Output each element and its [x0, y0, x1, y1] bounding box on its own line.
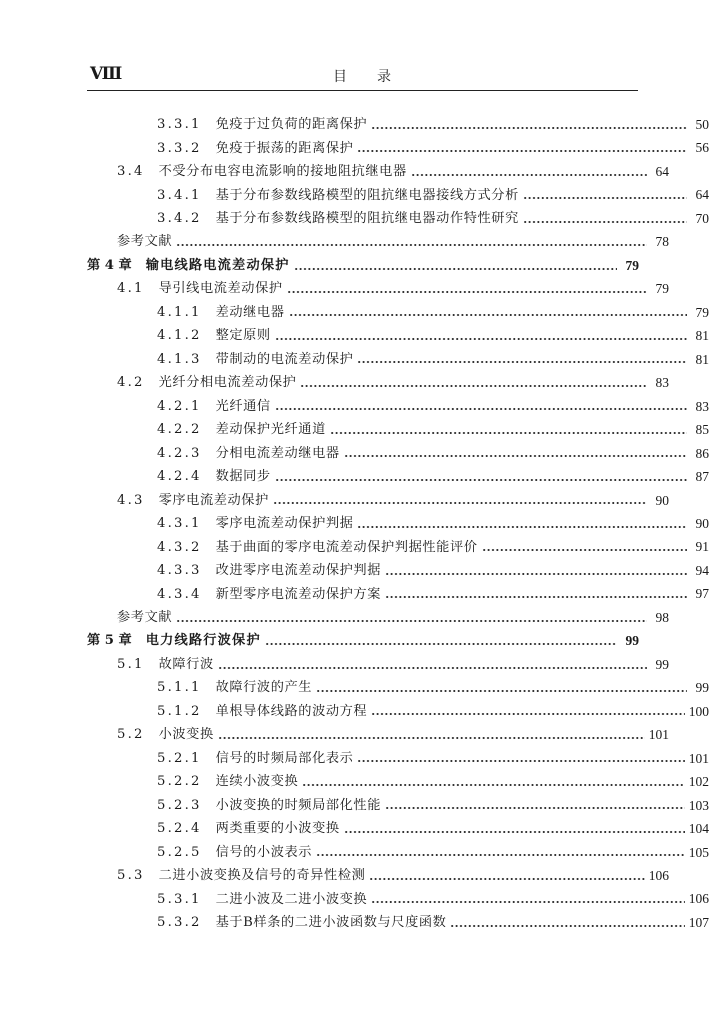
toc-entry-title: 差动保护光纤通道 [215, 422, 326, 438]
toc-entry-title: 二进小波及二进小波变换 [215, 891, 368, 907]
toc-entry-sub[interactable] [87, 700, 709, 723]
toc-entry-page: 86 [695, 445, 709, 461]
toc-entry-title: 参考文献 [117, 234, 173, 250]
toc-entry-title: 光纤通信 [215, 398, 271, 414]
dot-leader [357, 143, 687, 153]
toc-entry-sub[interactable] [87, 136, 709, 159]
toc-entry-number: 4.2 [117, 375, 145, 391]
toc-entry-number: 5.2.1 [157, 750, 202, 766]
toc-entry-number: 第 4 章 [87, 257, 132, 273]
toc-entry-sub[interactable] [87, 582, 709, 605]
toc-entry-page: 106 [688, 891, 709, 907]
toc-entry-page: 101 [688, 750, 709, 766]
toc-entry-sub[interactable] [87, 676, 709, 699]
toc-entry-section[interactable] [87, 864, 669, 887]
toc-entry-number: 4.3.4 [157, 586, 202, 602]
page-number: Ⅷ [90, 64, 122, 83]
dot-leader [344, 448, 687, 458]
toc-entry-page: 50 [695, 116, 709, 132]
dot-leader [289, 307, 688, 317]
dot-leader [275, 331, 687, 341]
toc-entry-number: 4.2.3 [157, 445, 202, 461]
dot-leader [316, 683, 687, 693]
toc-entry-number: 5.1 [117, 656, 145, 672]
toc-entry-number: 4.3.1 [157, 516, 202, 532]
toc-entry-title: 整定原则 [215, 328, 271, 344]
toc-entry-page: 97 [695, 586, 709, 602]
toc-entry-page: 99 [695, 680, 709, 696]
toc-entry-title: 小波变换的时频局部化性能 [215, 797, 382, 813]
toc-entry-title: 信号的小波表示 [215, 844, 313, 860]
toc-entry-title: 小波变换 [158, 727, 214, 743]
dot-leader [357, 354, 687, 364]
dot-leader [302, 777, 684, 787]
toc-entry-page: 99 [625, 633, 639, 649]
toc-entry-number: 5.2.2 [157, 774, 202, 790]
dot-leader [330, 425, 687, 435]
toc-entry-page: 107 [688, 914, 709, 930]
toc-entry-number: 3.3.1 [157, 117, 202, 133]
dot-leader [385, 800, 685, 810]
toc-entry-sub[interactable] [87, 559, 709, 582]
dot-leader [287, 284, 647, 294]
toc-entry-title: 单根导体线路的波动方程 [215, 703, 368, 719]
toc-entry-page: 90 [695, 515, 709, 531]
toc-entry-number: 4.2.4 [157, 469, 202, 485]
toc-entry-sub[interactable] [87, 465, 709, 488]
toc-entry-page: 83 [695, 398, 709, 414]
toc-entry-page: 64 [655, 163, 669, 179]
toc-entry-title: 免疫于振荡的距离保护 [215, 140, 354, 156]
toc-entry-page: 101 [648, 727, 669, 743]
dot-leader [357, 519, 687, 529]
toc-entry-number: 5.3 [117, 868, 145, 884]
dot-leader [371, 706, 685, 716]
toc-entry-number: 4.2.1 [157, 398, 202, 414]
toc-entry-sub[interactable] [87, 512, 709, 535]
toc-entry-number: 4.1.3 [157, 351, 202, 367]
toc-entry-number: 4.3.3 [157, 563, 202, 579]
toc-entry-number: 4.1.1 [157, 304, 202, 320]
toc-entry-number: 5.2 [117, 727, 145, 743]
toc-entry-page: 100 [688, 703, 709, 719]
dot-leader [482, 542, 687, 552]
toc-entry-number: 5.1.1 [157, 680, 202, 696]
toc-entry-sub[interactable] [87, 888, 709, 911]
toc-entry-page: 85 [695, 422, 709, 438]
toc-entry-number: 5.2.3 [157, 797, 202, 813]
toc-entry-page: 70 [695, 210, 709, 226]
toc-entry-page: 81 [695, 351, 709, 367]
toc-entry-title: 零序电流差动保护 [158, 492, 269, 508]
dot-leader [265, 636, 617, 646]
toc-entry-title: 导引线电流差动保护 [158, 281, 283, 297]
toc-entry-number: 3.3.2 [157, 140, 202, 156]
toc-entry-page: 79 [655, 281, 669, 297]
dot-leader [218, 730, 645, 740]
toc-entry-page: 98 [655, 609, 669, 625]
toc-entry-page: 56 [695, 140, 709, 156]
dot-leader [344, 824, 685, 834]
toc-entry-section[interactable] [87, 371, 669, 394]
dot-leader [273, 495, 647, 505]
toc-entry-number: 5.3.2 [157, 915, 202, 931]
dot-leader [176, 237, 647, 247]
toc-entry-sub[interactable] [87, 817, 709, 840]
dot-leader [300, 378, 647, 388]
toc-entry-number: 4.3.2 [157, 539, 202, 555]
toc-entry-chapter[interactable] [87, 254, 639, 277]
toc-entry-page: 64 [695, 187, 709, 203]
dot-leader [176, 613, 647, 623]
toc-entry-page: 102 [688, 774, 709, 790]
toc-entry-number: 3.4 [117, 164, 145, 180]
toc-entry-number: 3.4.1 [157, 187, 202, 203]
toc-entry-number: 5.2.4 [157, 821, 202, 837]
toc-entry-sub[interactable] [87, 395, 709, 418]
toc-entry-sub[interactable] [87, 911, 709, 934]
toc-entry-page: 78 [655, 234, 669, 250]
toc-entry-title: 基于B样条的二进小波函数与尺度函数 [215, 915, 447, 931]
toc-entry-title: 基于曲面的零序电流差动保护判据性能评价 [215, 539, 478, 555]
toc-entry-title: 输电线路电流差动保护 [145, 257, 290, 273]
dot-leader [275, 401, 687, 411]
toc-entry-page: 99 [655, 656, 669, 672]
toc-entry-number: 5.1.2 [157, 703, 202, 719]
toc-entry-sub[interactable] [87, 301, 709, 324]
toc-entry-title: 数据同步 [215, 469, 271, 485]
toc-entry-title: 信号的时频局部化表示 [215, 750, 354, 766]
dot-leader [218, 660, 647, 670]
toc-entry-title: 免疫于过负荷的距离保护 [215, 117, 368, 133]
toc-entry-page: 103 [688, 797, 709, 813]
toc-entry-page: 90 [655, 492, 669, 508]
toc-entry-number: 第 5 章 [87, 633, 132, 649]
running-title: 目录 [333, 69, 421, 85]
toc-entry-sub[interactable] [87, 770, 709, 793]
toc-entry-page: 79 [625, 257, 639, 273]
toc-entry-ref[interactable] [87, 230, 669, 253]
toc-entry-page: 81 [695, 328, 709, 344]
dot-leader [316, 847, 685, 857]
toc-entry-number: 4.3 [117, 492, 145, 508]
toc-entry-title: 连续小波变换 [215, 774, 299, 790]
toc-entry-page: 104 [688, 821, 709, 837]
toc-entry-section[interactable] [87, 489, 669, 512]
toc-entry-title: 差动继电器 [215, 304, 285, 320]
toc-entry-section[interactable] [87, 277, 669, 300]
dot-leader [369, 871, 644, 881]
dot-leader [411, 167, 647, 177]
toc-entry-title: 故障行波 [158, 656, 214, 672]
toc-entry-sub[interactable] [87, 794, 709, 817]
dot-leader [385, 589, 687, 599]
toc-entry-page: 106 [648, 868, 669, 884]
toc-entry-sub[interactable] [87, 348, 709, 371]
toc-entry-sub[interactable] [87, 113, 709, 136]
dot-leader [357, 753, 684, 763]
toc-entry-page: 87 [695, 469, 709, 485]
toc-entry-title: 新型零序电流差动保护方案 [215, 586, 382, 602]
toc-entry-sub[interactable] [87, 207, 709, 230]
toc-entry-section[interactable] [87, 723, 669, 746]
toc-entry-ref[interactable] [87, 606, 669, 629]
dot-leader [275, 472, 687, 482]
toc-entry-page: 83 [655, 375, 669, 391]
dot-leader [523, 190, 687, 200]
toc-entry-sub[interactable] [87, 747, 709, 770]
toc-entry-title: 不受分布电容电流影响的接地阻抗继电器 [158, 164, 407, 180]
toc-entry-title: 分相电流差动继电器 [215, 445, 340, 461]
toc-entry-number: 4.1.2 [157, 328, 202, 344]
header-rule [87, 90, 638, 91]
toc-entry-section[interactable] [87, 160, 669, 183]
toc-entry-title: 改进零序电流差动保护判据 [215, 563, 382, 579]
toc-entry-page: 105 [688, 844, 709, 860]
toc-entry-title: 参考文献 [117, 609, 173, 625]
toc-entry-page: 79 [695, 304, 709, 320]
toc-entry-sub[interactable] [87, 324, 709, 347]
toc-entry-sub[interactable] [87, 442, 709, 465]
toc-entry-page: 94 [695, 562, 709, 578]
toc-entry-title: 基于分布参数线路模型的阻抗继电器接线方式分析 [215, 187, 519, 203]
dot-leader [294, 261, 617, 271]
dot-leader [523, 214, 687, 224]
toc-entry-title: 故障行波的产生 [215, 680, 313, 696]
toc-entry-title: 二进小波变换及信号的奇异性检测 [158, 868, 366, 884]
toc-entry-number: 4.2.2 [157, 422, 202, 438]
toc-entry-page: 91 [695, 539, 709, 555]
toc-entry-section[interactable] [87, 653, 669, 676]
toc-entry-number: 5.2.5 [157, 844, 202, 860]
dot-leader [371, 894, 685, 904]
dot-leader [450, 918, 684, 928]
toc-entry-number: 3.4.2 [157, 211, 202, 226]
toc-entry-title: 带制动的电流差动保护 [215, 351, 354, 367]
toc-entry-number: 4.1 [117, 281, 145, 297]
toc-entry-title: 零序电流差动保护判据 [215, 516, 354, 532]
toc-entry-title: 电力线路行波保护 [145, 633, 261, 649]
toc-entry-title: 基于分布参数线路模型的阻抗继电器动作特性研究 [215, 211, 519, 226]
toc-entry-sub[interactable] [87, 535, 709, 558]
toc-entry-title: 两类重要的小波变换 [215, 821, 340, 837]
toc-entry-number: 5.3.1 [157, 891, 202, 907]
toc-entry-sub[interactable] [87, 183, 709, 206]
dot-leader [371, 120, 687, 130]
toc-entry-chapter[interactable] [87, 629, 639, 652]
toc-entry-title: 光纤分相电流差动保护 [158, 375, 297, 391]
dot-leader [385, 566, 687, 576]
toc-entry-sub[interactable] [87, 418, 709, 441]
toc-entry-sub[interactable] [87, 841, 709, 864]
